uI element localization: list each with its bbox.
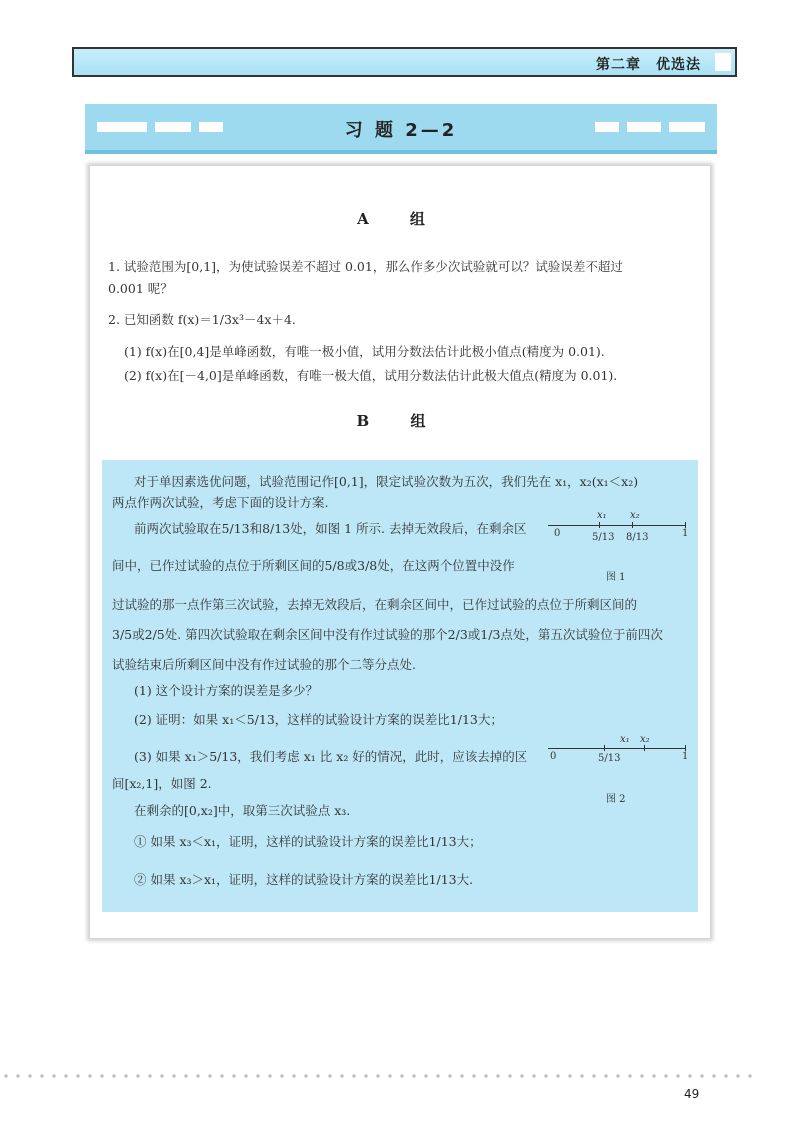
header-decoration	[715, 53, 731, 71]
fig2-tick	[644, 745, 645, 751]
b-line-10: (3) 如果 x₁＞5/13，我们考虑 x₁ 比 x₂ 好的情况，此时，应该去掉的区	[134, 749, 528, 764]
fig1-x1: x₁	[597, 510, 607, 521]
exercise-banner	[85, 104, 717, 154]
b-line-13: ① 如果 x₃＜x₁，证明，这样的试验设计方案的误差比1/13大；	[134, 834, 482, 849]
b-line-3: 前两次试验取在5/13和8/13处，如图 1 所示. 去掉无效段后，在剩余区	[134, 521, 527, 536]
fig1-caption: 图 1	[606, 572, 626, 583]
question-2-sub-2: (2) f(x)在[－4,0]是单峰函数，有唯一极大值，试用分数法估计此极大值点(精度为 0.01).	[124, 368, 618, 383]
fig1-one: 1	[682, 528, 689, 539]
fig1-number-line	[548, 525, 686, 526]
fig2-one: 1	[682, 751, 689, 762]
b-line-12: 在剩余的[0,x₂]中，取第三次试验点 x₃.	[134, 803, 351, 818]
page-number: 49	[684, 1087, 700, 1101]
chapter-header	[72, 47, 737, 77]
exercise-title: 习 题 2—2	[344, 120, 458, 141]
b-line-4: 间中，已作过试验的点位于所剩区间的5/8或3/8处，在这两个位置中没作	[112, 558, 515, 573]
fig2-tick	[604, 745, 605, 751]
b-line-14: ② 如果 x₃＞x₁，证明，这样的试验设计方案的误差比1/13大.	[134, 872, 474, 887]
footer-dotted-line	[0, 1074, 760, 1078]
b-line-9: (2) 证明：如果 x₁＜5/13，这样的试验设计方案的误差比1/13大；	[134, 712, 503, 727]
question-1-line-2: 0.001 呢？	[108, 281, 173, 296]
b-line-1: 对于单因素选优问题，试验范围记作[0,1]，限定试验次数为五次，我们先在 x₁，x₂(x₁＜x₂)	[134, 474, 639, 489]
fig1-zero: 0	[554, 528, 561, 539]
b-line-7: 试验结束后所剩区间中没有作过试验的那个二等分点处.	[112, 657, 416, 672]
fig2-number-line	[548, 748, 686, 749]
chapter-title: 第二章 优选法	[596, 57, 701, 73]
fig1-x2: x₂	[630, 510, 640, 521]
question-1-line-1: 1. 试验范围为[0,1]，为使试验误差不超过 0.01，那么作多少次试验就可以？试验误差不超过	[108, 259, 623, 274]
fig2-caption: 图 2	[606, 794, 626, 805]
b-line-6: 3/5或2/5处. 第四次试验取在剩余区间中没有作过试验的那个2/3或1/3点处，第五次试验位于前四次	[112, 627, 663, 642]
fig1-tick	[632, 522, 633, 528]
fig2-zero: 0	[550, 751, 557, 762]
banner-decoration	[627, 122, 661, 132]
fig1-fraction-2: 8/13	[626, 532, 649, 543]
question-2-line-1: 2. 已知函数 f(x)＝1/3x³－4x＋4.	[108, 312, 296, 327]
b-line-11: 间[x₂,1]，如图 2.	[112, 776, 212, 791]
group-b-title: B 组	[356, 412, 444, 430]
fig2-x1: x₁	[620, 734, 630, 745]
question-2-sub-1: (1) f(x)在[0,4]是单峰函数，有唯一极小值，试用分数法估计此极小值点(精度为 0.01).	[124, 344, 605, 359]
group-a-title: A 组	[357, 210, 443, 228]
banner-decoration	[595, 122, 619, 132]
b-line-8: (1) 这个设计方案的误差是多少？	[134, 683, 319, 698]
b-line-5: 过试验的那一点作第三次试验，去掉无效段后，在剩余区间中，已作过试验的点位于所剩区间的	[112, 597, 638, 612]
b-line-2: 两点作两次试验，考虑下面的设计方案.	[112, 495, 329, 510]
fig2-x2: x₂	[640, 734, 650, 745]
banner-decoration	[669, 122, 705, 132]
fig2-fraction: 5/13	[598, 753, 621, 764]
fig1-tick	[599, 522, 600, 528]
fig1-fraction-1: 5/13	[592, 532, 615, 543]
